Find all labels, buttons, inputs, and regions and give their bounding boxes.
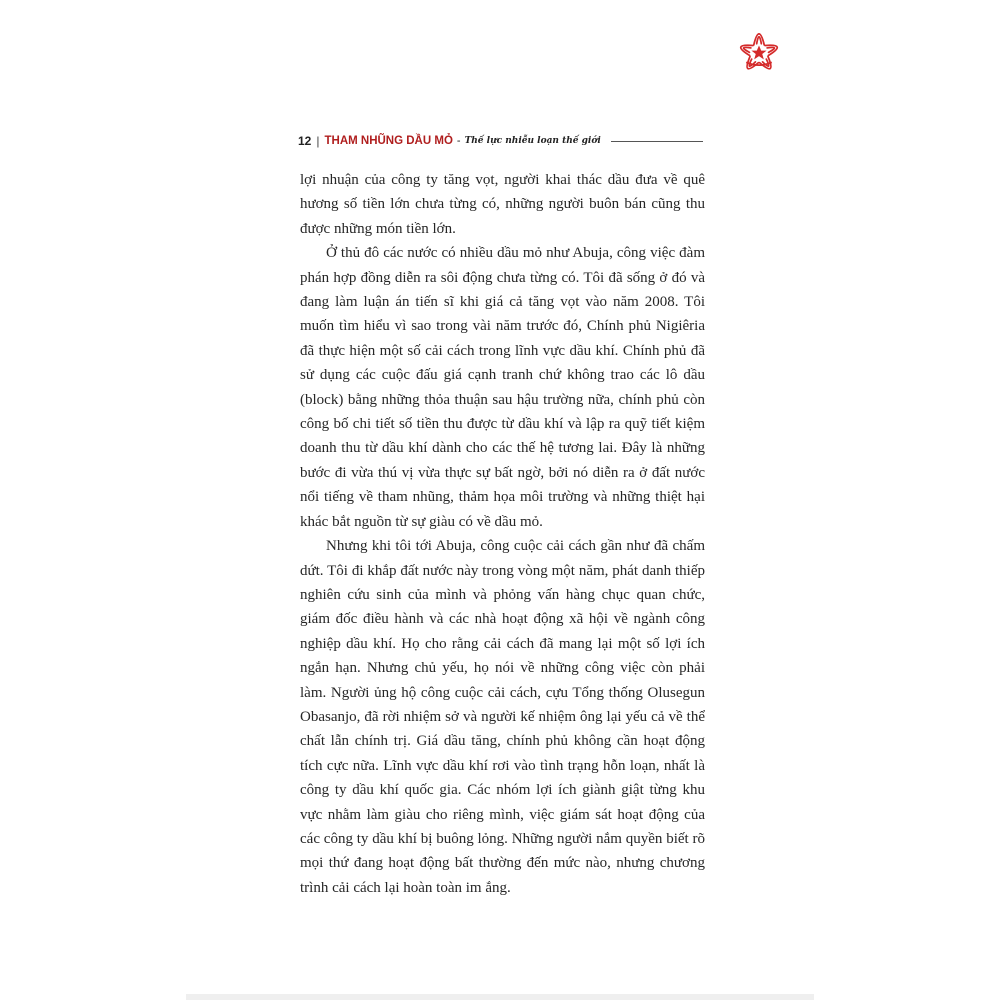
page-number: 12: [298, 134, 312, 148]
book-subtitle: Thế lực nhiễu loạn thế giới: [464, 136, 601, 146]
scroll-track: [186, 994, 814, 1000]
paragraph: Nhưng khi tôi tới Abuja, công cuộc cải cách gần như đã chấm dứt. Tôi đi khắp đất nước này trong vòng một năm, phát danh thiếp nghiên cứu sinh của mình và phỏng vấn hàng chục quan chức, giám đốc điều hành và các nhà hoạt động xã hội về ngành công nghiệp dầu khí. Họ cho rằng cải cách đã mang lại một số lợi ích ngắn hạn. Nhưng chủ yếu, họ nói về những công việc còn phải làm. Người ủng hộ công cuộc cải cách, cựu Tổng thống Olusegun Obasanjo, đã rời nhiệm sở và người kế nhiệm ông lại yếu cả về thể chất lẫn chính trị. Giá dầu tăng, chính phủ không cần hoạt động tích cực nữa. Lĩnh vực dầu khí rơi vào tình trạng hỗn loạn, nhất là công ty dầu khí quốc gia. Các nhóm lợi ích giành giật từng khu vực nhằm làm giàu cho riêng mình, việc giám sát hoạt động của các công ty dầu khí bị buông lỏng. Những người nắm quyền biết rõ mọi thứ đang hoạt động bất thường đến mức nào, nhưng chương trình cải cách lại hoàn toàn im ắng.: [300, 538, 705, 896]
paragraph: Ở thủ đô các nước có nhiều dầu mỏ như Abuja, công việc đàm phán hợp đồng diễn ra sôi động chưa từng có. Tôi đã sống ở đó và đang làm luận án tiến sĩ khi giá cả tăng vọt vào năm 2008. Tôi muốn tìm hiểu vì sao trong vài năm trước đó, Chính phủ Nigiêria đã thực hiện một số cải cách trong lĩnh vực dầu khí. Chính phủ đã sử dụng các cuộc đấu giá cạnh tranh chứ không trao các lô dầu (block) bằng những thỏa thuận sau hậu trường nữa, chính phủ còn công bố chi tiết số tiền thu được từ dầu khí và lập ra quỹ tiết kiệm doanh thu từ dầu khí dành cho các thế hệ tương lai. Đây là những bước đi vừa thú vị vừa thực sự bất ngờ, bởi nó diễn ra ở đất nước nổi tiếng về tham nhũng, thảm họa môi trường và những thiệt hại khác bắt nguồn từ sự giàu có về dầu mỏ.: [300, 245, 705, 530]
header-rule: [611, 141, 703, 142]
running-head-separator: |: [316, 134, 320, 148]
star-flower-logo-icon: [730, 24, 788, 82]
running-head: [298, 131, 703, 151]
paragraph: lợi nhuận của công ty tăng vọt, người khai thác dầu đưa về quê hương số tiền lớn chưa từng có, những người buôn bán cũng thu được những món tiền lớn.: [300, 172, 705, 237]
book-title: THAM NHŨNG DẦU MỎ: [324, 135, 453, 147]
body-text: [300, 168, 705, 900]
title-dash: -: [456, 135, 461, 147]
